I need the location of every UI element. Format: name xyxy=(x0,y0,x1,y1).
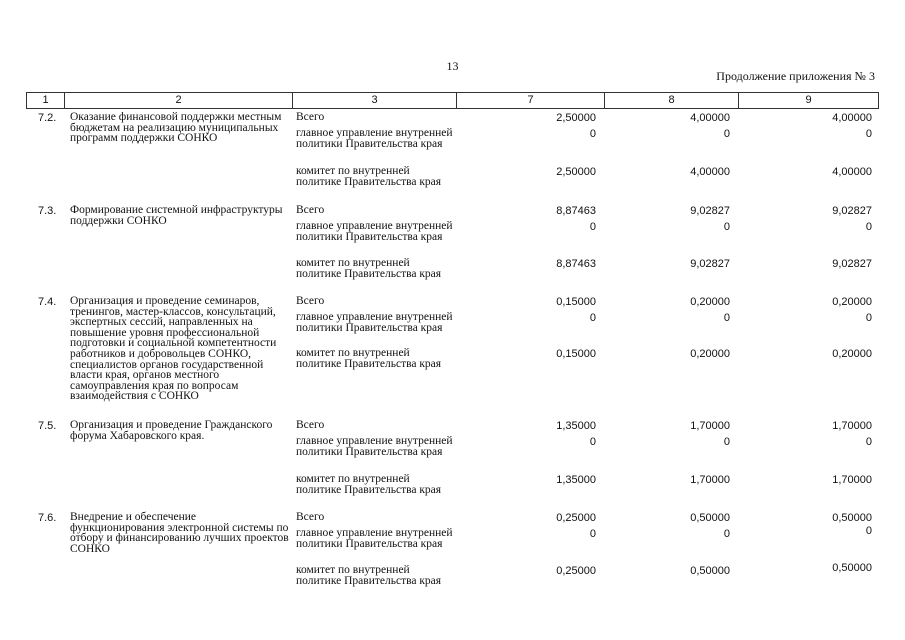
cell-col9: 4,00000 xyxy=(832,166,872,178)
cell-col9: 4,00000 xyxy=(832,112,872,124)
sub-row xyxy=(296,565,456,586)
row-name: Организация и проведение семинаров, тренингов, мастер-классов, консультаций, экспертных сессий, направленных на повышение уровня профессиональной подготовки и социальной компетентности работников и добровольцев СОНКО, специалистов органов государственной власти края, органов местного самоуправления края по вопросам взаимодействия с СОНКО xyxy=(70,295,277,403)
sub-row xyxy=(296,512,456,523)
sub-row-label: главное управление внутренней политики Правительства края xyxy=(296,311,453,334)
row-number: 7.2. xyxy=(38,112,57,124)
cell-col7: 2,50000 xyxy=(556,112,596,124)
cell-col8: 1,70000 xyxy=(690,420,730,432)
cell-col9: 0,20000 xyxy=(832,296,872,308)
cell-col7: 1,35000 xyxy=(556,420,596,432)
column-header: 7 xyxy=(457,93,605,108)
row-number: 7.6. xyxy=(38,512,57,524)
cell-col8: 0,20000 xyxy=(690,348,730,360)
cell-col7: 0,15000 xyxy=(556,296,596,308)
sub-row xyxy=(296,112,456,123)
table-header xyxy=(26,92,879,109)
sub-row xyxy=(296,528,456,549)
cell-col7: 0 xyxy=(589,528,596,540)
cell-col9: 0,50000 xyxy=(832,512,872,524)
cell-col8: 0,20000 xyxy=(690,296,730,308)
cell-col7: 0 xyxy=(589,221,596,233)
column-header: 3 xyxy=(293,93,457,108)
cell-col7: 0 xyxy=(589,128,596,140)
cell-col8: 9,02827 xyxy=(690,205,730,217)
cell-col9: 1,70000 xyxy=(832,474,872,486)
row-number: 7.5. xyxy=(38,420,57,432)
cell-col8: 9,02827 xyxy=(690,258,730,270)
cell-col8: 0 xyxy=(723,436,730,448)
cell-col8: 0,50000 xyxy=(690,512,730,524)
continuation-label: Продолжение приложения № 3 xyxy=(716,69,875,83)
cell-col7: 1,35000 xyxy=(556,474,596,486)
sub-row xyxy=(296,348,456,369)
cell-col8: 0 xyxy=(723,221,730,233)
cell-col8: 0 xyxy=(723,312,730,324)
sub-row-label: Всего xyxy=(296,511,325,523)
cell-col8: 0 xyxy=(723,128,730,140)
cell-col7: 8,87463 xyxy=(556,205,596,217)
sub-row xyxy=(296,166,456,187)
cell-col9: 0,50000 xyxy=(832,562,872,574)
cell-col9: 0 xyxy=(865,525,872,537)
row-number: 7.3. xyxy=(38,205,57,217)
sub-row xyxy=(296,420,456,431)
cell-col9: 0,20000 xyxy=(832,348,872,360)
row-number: 7.4. xyxy=(38,296,57,308)
cell-col9: 0 xyxy=(865,221,872,233)
sub-row xyxy=(296,258,456,279)
sub-row-label: комитет по внутренней политике Правительства края xyxy=(296,473,442,496)
cell-col7: 0,25000 xyxy=(556,565,596,577)
column-header: 1 xyxy=(27,93,65,108)
sub-row xyxy=(296,436,456,457)
cell-col9: 0 xyxy=(865,128,872,140)
sub-row-label: Всего xyxy=(296,419,325,431)
cell-col7: 0,15000 xyxy=(556,348,596,360)
cell-col8: 0 xyxy=(723,528,730,540)
sub-row-label: комитет по внутренней политике Правительства края xyxy=(296,165,442,188)
column-header: 8 xyxy=(605,93,739,108)
cell-col9: 9,02827 xyxy=(832,205,872,217)
cell-col8: 0,50000 xyxy=(690,565,730,577)
sub-row-label: Всего xyxy=(296,111,325,123)
row-name: Организация и проведение Гражданского форума Хабаровского края. xyxy=(70,419,273,442)
sub-row-label: комитет по внутренней политике Правительства края xyxy=(296,347,442,370)
sub-row xyxy=(296,221,456,242)
sub-row-label: главное управление внутренней политики Правительства края xyxy=(296,220,453,243)
column-header: 9 xyxy=(805,94,812,106)
cell-col7: 2,50000 xyxy=(556,166,596,178)
sub-row xyxy=(296,205,456,216)
sub-row xyxy=(296,296,456,307)
row-name: Внедрение и обеспечение функционирования электронной системы по отбору и финансированию лучших проектов СОНКО xyxy=(70,511,289,555)
cell-col9: 1,70000 xyxy=(832,420,872,432)
row-name: Оказание финансовой поддержки местным бюджетам на реализацию муниципальных программ поддержки СОНКО xyxy=(70,111,282,145)
sub-row-label: главное управление внутренней политики Правительства края xyxy=(296,435,453,458)
sub-row-label: комитет по внутренней политике Правительства края xyxy=(296,257,442,280)
cell-col8: 4,00000 xyxy=(690,112,730,124)
sub-row-label: Всего xyxy=(296,204,325,216)
cell-col9: 0 xyxy=(865,436,872,448)
row-name: Формирование системной инфраструктуры поддержки СОНКО xyxy=(70,204,283,227)
cell-col7: 0,25000 xyxy=(556,512,596,524)
column-header: 2 xyxy=(65,93,293,108)
cell-col7: 0 xyxy=(589,436,596,448)
sub-row xyxy=(296,128,456,149)
cell-col9: 0 xyxy=(865,312,872,324)
cell-col8: 4,00000 xyxy=(690,166,730,178)
page-number: 13 xyxy=(446,59,459,73)
sub-row xyxy=(296,312,456,333)
sub-row-label: главное управление внутренней политики Правительства края xyxy=(296,527,453,550)
cell-col7: 8,87463 xyxy=(556,258,596,270)
cell-col9: 9,02827 xyxy=(832,258,872,270)
cell-col8: 1,70000 xyxy=(690,474,730,486)
sub-row-label: Всего xyxy=(296,295,325,307)
sub-row-label: главное управление внутренней политики Правительства края xyxy=(296,127,453,150)
sub-row-label: комитет по внутренней политике Правительства края xyxy=(296,564,442,587)
sub-row xyxy=(296,474,456,495)
cell-col7: 0 xyxy=(589,312,596,324)
